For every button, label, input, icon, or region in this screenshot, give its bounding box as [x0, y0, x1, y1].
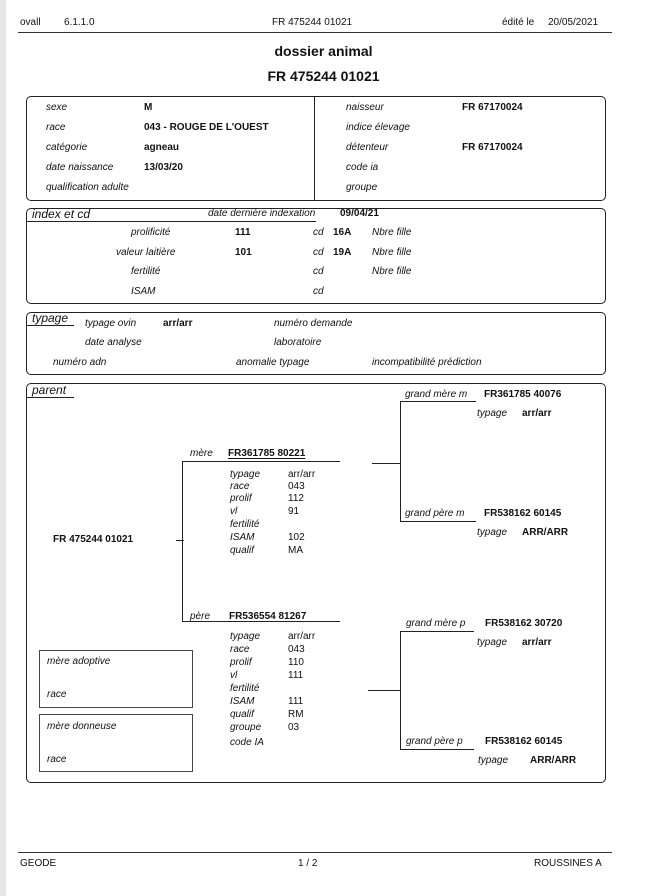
pere-qualif-value: RM — [288, 709, 304, 720]
mere-id: FR361785 80221 — [228, 448, 306, 459]
mere-label: mère — [190, 448, 213, 459]
gp-m-label: grand père m — [405, 508, 465, 519]
mere-qualif-label: qualif — [230, 545, 254, 556]
index-date-label: date dernière indexation — [208, 208, 316, 219]
typage-title: typage — [32, 311, 69, 325]
pere-prolif-value: 110 — [288, 657, 304, 668]
race-label: race — [46, 122, 66, 133]
typage-title-rule — [26, 325, 74, 326]
fertilite-label: fertilité — [131, 266, 161, 277]
pere-race-value: 043 — [288, 644, 305, 655]
qualif-label: qualification adulte — [46, 182, 129, 193]
gp-m-id: FR538162 60145 — [484, 508, 562, 519]
laitiere-cd-value: 19A — [333, 247, 352, 258]
laitiere-value: 101 — [235, 247, 252, 258]
index-title-rule — [26, 221, 316, 222]
detenteur-value: FR 67170024 — [462, 142, 523, 153]
tree-gm-m-branch — [400, 401, 476, 402]
footer-rule — [18, 852, 612, 853]
fertilite-cd-label: cd — [313, 266, 324, 277]
isam-cd-label: cd — [313, 286, 324, 297]
mere-prolif-value: 112 — [288, 493, 304, 504]
laitiere-nbre-fille: Nbre fille — [372, 247, 412, 258]
date-analyse-label: date analyse — [85, 337, 142, 348]
gm-p-typage-value: arr/arr — [522, 637, 552, 648]
gm-m-label: grand mère m — [405, 389, 468, 400]
naisseur-value: FR 67170024 — [462, 102, 523, 113]
gm-p-id: FR538162 30720 — [485, 618, 563, 629]
mere-donneuse-label: mère donneuse — [47, 721, 117, 732]
mere-qualif-value: MA — [288, 545, 303, 556]
parent-title-rule — [26, 397, 74, 398]
header-rule — [18, 32, 612, 33]
tree-gm-vertical — [400, 401, 401, 521]
isam-label: ISAM — [131, 286, 156, 297]
pere-typage-label: typage — [230, 631, 261, 642]
mere-vl-value: 91 — [288, 506, 300, 517]
laitiere-cd-label: cd — [313, 247, 324, 258]
laitiere-label: valeur laitière — [116, 247, 176, 258]
gp-p-typage-value: ARR/ARR — [530, 755, 577, 766]
gm-m-typage-label: typage — [477, 408, 508, 419]
pere-qualif-label: qualif — [230, 709, 254, 720]
mere-typage-value: arr/arr — [288, 469, 316, 480]
pere-groupe-value: 03 — [288, 722, 300, 733]
tree-gp-vertical — [400, 631, 401, 749]
mere-donneuse-race-label: race — [47, 754, 67, 765]
code-ia-label: code ia — [346, 162, 379, 173]
pere-isam-label: ISAM — [230, 696, 255, 707]
gp-p-id: FR538162 60145 — [485, 736, 563, 747]
edited-label: édité le — [502, 17, 535, 28]
sexe-label: sexe — [46, 102, 68, 113]
prolificite-nbre-fille: Nbre fille — [372, 227, 412, 238]
detenteur-label: détenteur — [346, 142, 389, 153]
tree-gp-stub — [368, 690, 400, 691]
anomalie-label: anomalie typage — [236, 357, 310, 368]
incompat-label: incompatibilité prédiction — [372, 357, 482, 368]
pere-fertilite-label: fertilité — [230, 683, 260, 694]
pere-isam-value: 111 — [288, 696, 304, 707]
typage-ovin-value: arr/arr — [163, 318, 193, 329]
gm-p-typage-label: typage — [477, 637, 508, 648]
categorie-value: agneau — [144, 142, 180, 153]
prolificite-value: 111 — [235, 227, 251, 238]
mere-vl-label: vl — [230, 506, 238, 517]
numero-adn-label: numéro adn — [53, 357, 107, 368]
identity-divider — [314, 97, 315, 200]
pere-label: père — [190, 611, 211, 622]
index-date-value: 09/04/21 — [340, 208, 379, 219]
prolificite-cd-label: cd — [313, 227, 324, 238]
laboratoire-label: laboratoire — [274, 337, 322, 348]
typage-ovin-label: typage ovin — [85, 318, 137, 329]
app-name: ovall — [20, 17, 41, 28]
mere-adoptive-race-label: race — [47, 689, 67, 700]
page-edge — [0, 0, 6, 896]
tree-gm-stub — [372, 463, 400, 464]
index-title: index et cd — [32, 207, 91, 221]
footer-right: ROUSSINES A — [534, 858, 602, 869]
gm-m-typage-value: arr/arr — [522, 408, 552, 419]
mere-race-value: 043 — [288, 481, 305, 492]
footer-left: GEODE — [20, 858, 57, 869]
gp-m-typage-label: typage — [477, 527, 508, 538]
groupe-label: groupe — [346, 182, 378, 193]
tree-gp-p-branch — [400, 749, 474, 750]
pere-vl-value: 111 — [288, 670, 304, 681]
mere-isam-value: 102 — [288, 532, 305, 543]
footer-page-number: 1 / 2 — [298, 858, 318, 869]
race-value: 043 - ROUGE DE L'OUEST — [144, 122, 269, 133]
fertilite-nbre-fille: Nbre fille — [372, 266, 412, 277]
tree-gp-m-branch — [400, 521, 476, 522]
tree-parent-vertical — [182, 461, 183, 621]
pere-id: FR536554 81267 — [229, 611, 307, 622]
mere-prolif-label: prolif — [230, 493, 252, 504]
animal-id: FR 475244 01021 — [53, 534, 134, 545]
mere-typage-label: typage — [230, 469, 261, 480]
gm-m-id: FR361785 40076 — [484, 389, 562, 400]
naissance-label: date naissance — [46, 162, 114, 173]
edited-date: 20/05/2021 — [548, 17, 599, 28]
gp-p-typage-label: typage — [478, 755, 509, 766]
page-title: dossier animal — [274, 43, 373, 59]
mere-race-label: race — [230, 481, 250, 492]
indice-label: indice élevage — [346, 122, 410, 133]
categorie-label: catégorie — [46, 142, 88, 153]
pere-typage-value: arr/arr — [288, 631, 316, 642]
prolificite-label: prolificité — [131, 227, 171, 238]
pere-groupe-label: groupe — [230, 722, 262, 733]
header-animal-id: FR 475244 01021 — [272, 17, 353, 28]
pere-code-ia-label: code IA — [230, 737, 264, 748]
gp-m-typage-value: ARR/ARR — [522, 527, 569, 538]
sexe-value: M — [144, 102, 153, 113]
tree-gm-p-branch — [400, 631, 474, 632]
naisseur-label: naisseur — [346, 102, 384, 113]
mere-adoptive-label: mère adoptive — [47, 656, 111, 667]
gm-p-label: grand mère p — [406, 618, 466, 629]
mere-isam-label: ISAM — [230, 532, 255, 543]
gp-p-label: grand père p — [406, 736, 463, 747]
numero-demande-label: numéro demande — [274, 318, 353, 329]
prolificite-cd-value: 16A — [333, 227, 352, 238]
page-subtitle: FR 475244 01021 — [267, 68, 380, 84]
pere-prolif-label: prolif — [230, 657, 252, 668]
pere-vl-label: vl — [230, 670, 238, 681]
parent-title: parent — [32, 383, 67, 397]
tree-mere-branch — [182, 461, 340, 462]
naissance-value: 13/03/20 — [144, 162, 183, 173]
pere-race-label: race — [230, 644, 250, 655]
app-version: 6.1.1.0 — [64, 17, 95, 28]
mere-fertilite-label: fertilité — [230, 519, 260, 530]
